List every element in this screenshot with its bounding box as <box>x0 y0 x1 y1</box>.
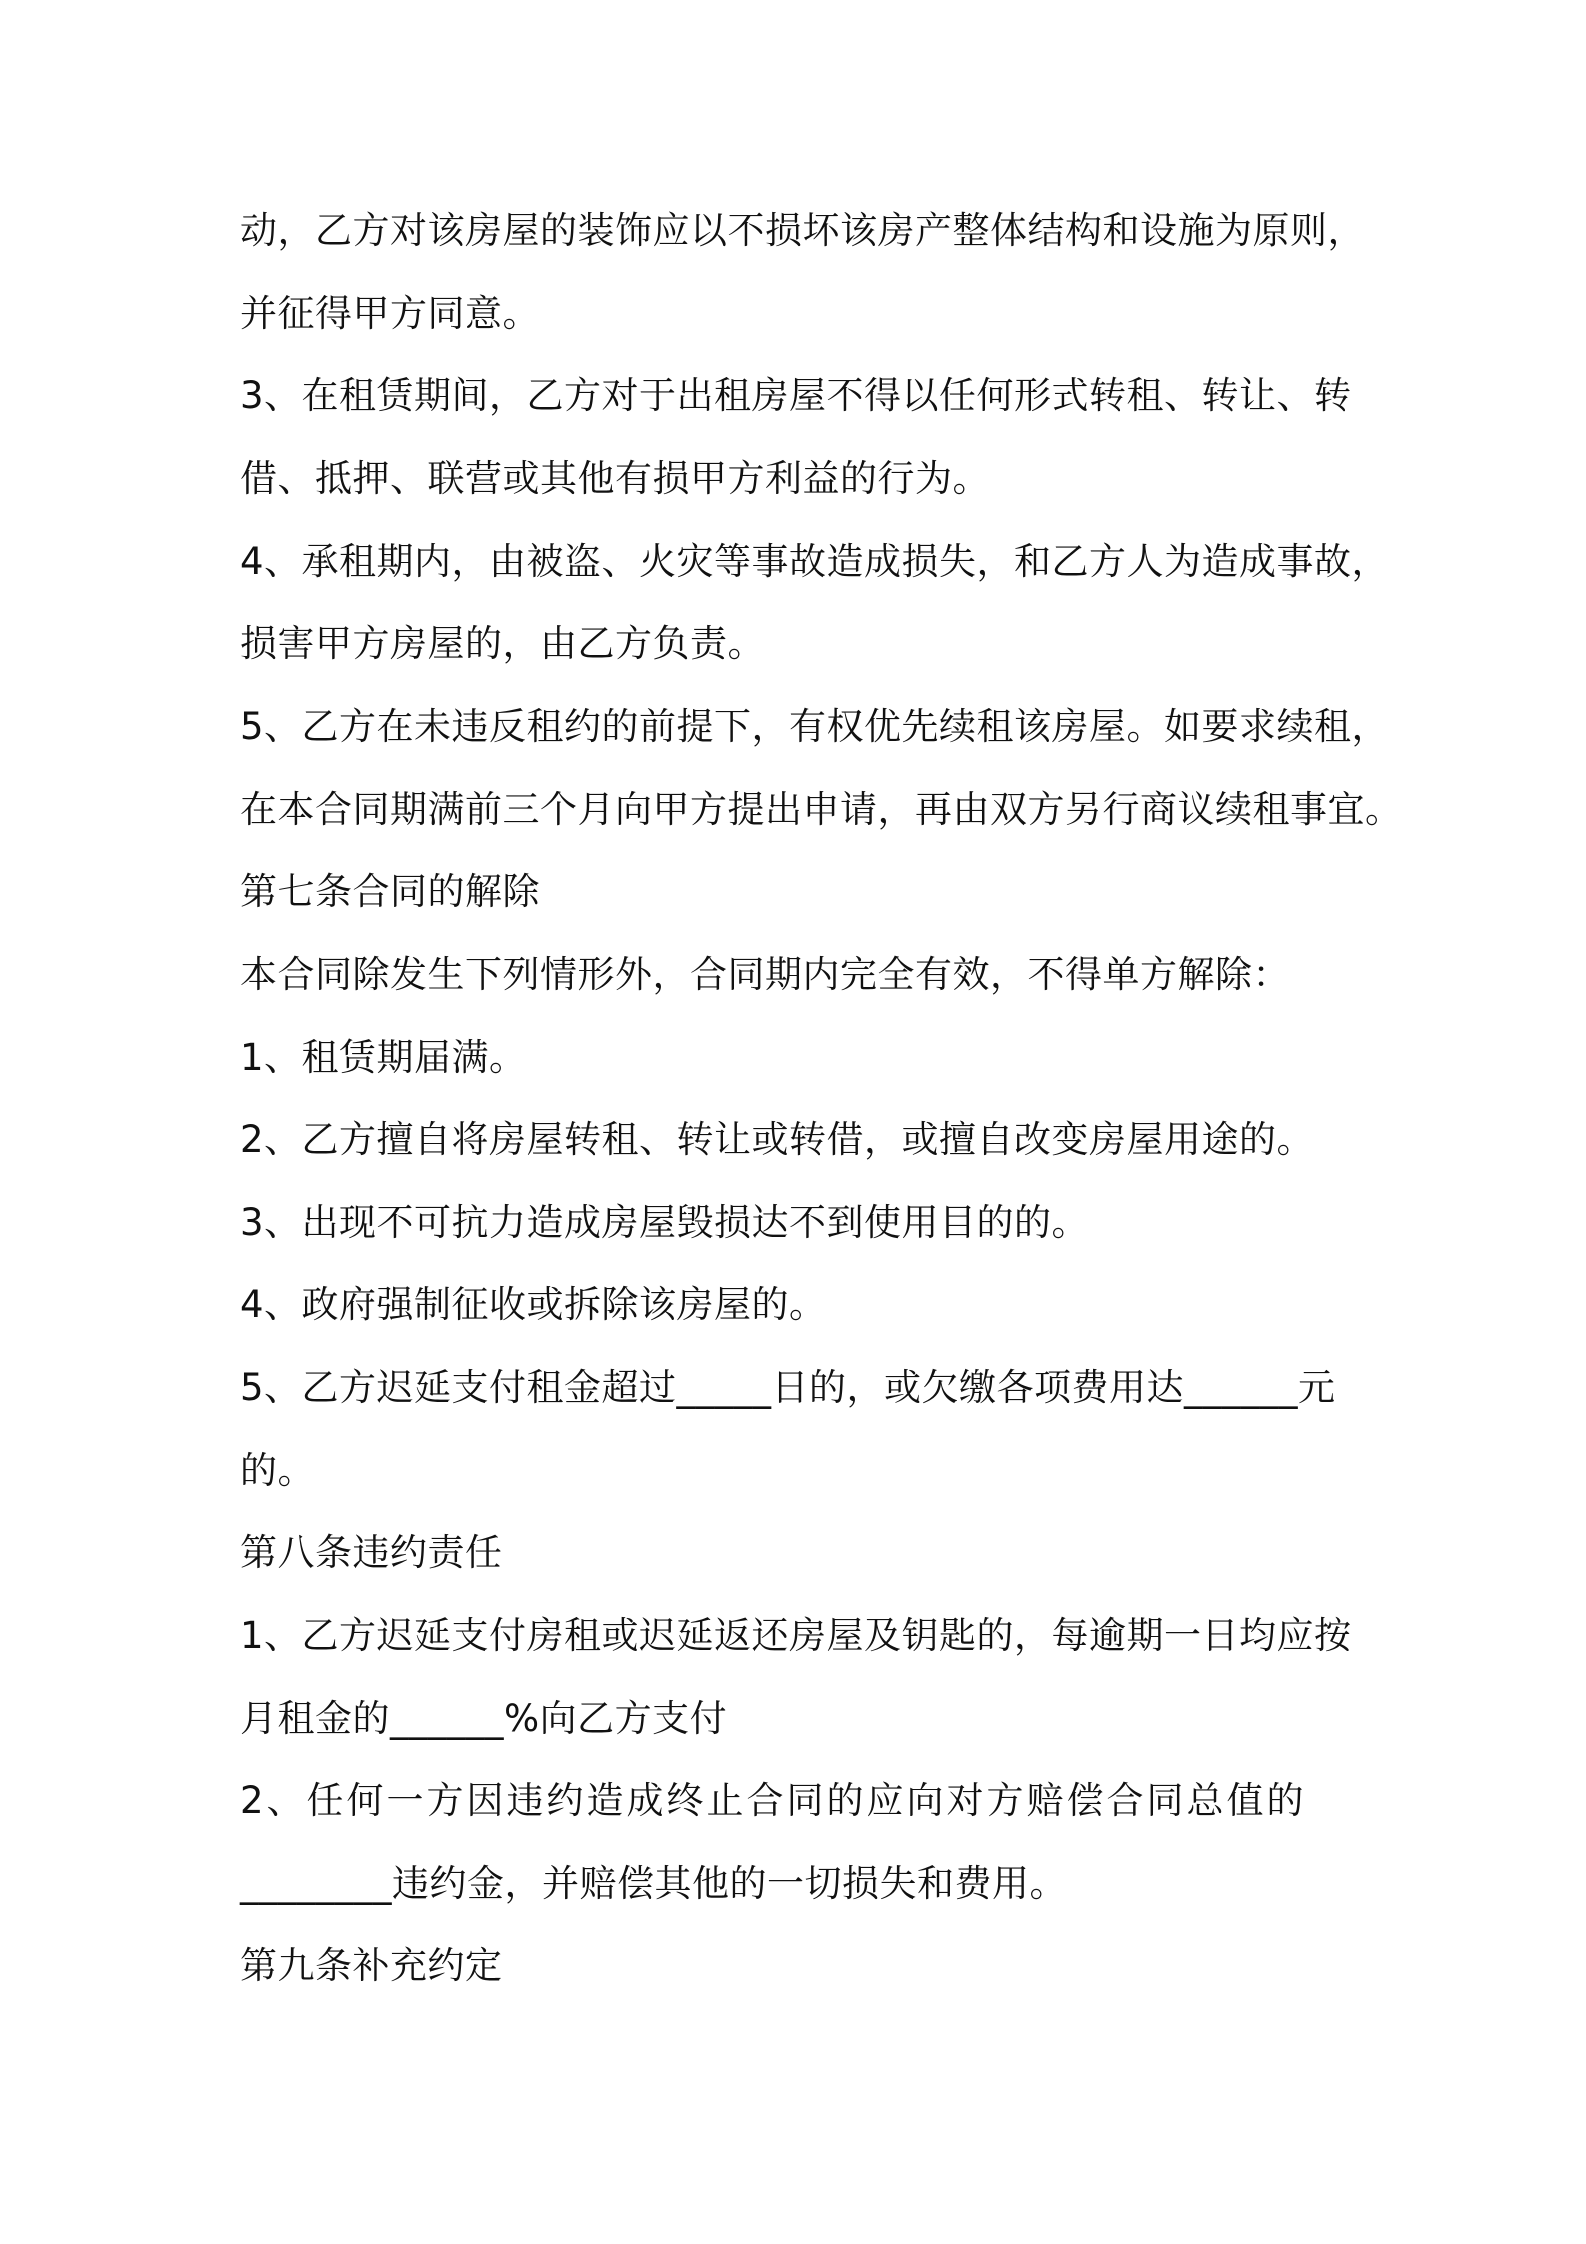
section-heading: 第九条补充约定 <box>240 1944 503 1987</box>
text-line: 3、在租赁期间，乙方对于出租房屋不得以任何形式转租、转让、转 <box>240 374 1352 417</box>
list-item: 2、任何一方因违约造成终止合同的应向对方赔偿合同总值的 <box>240 1779 1307 1822</box>
text-line: 4、承租期内，由被盗、火灾等事故造成损失，和乙方人为造成事故， <box>240 540 1390 583</box>
list-item: 5、乙方迟延支付租金超过_____日的，或欠缴各项费用达______元 <box>240 1366 1336 1409</box>
list-item: 3、出现不可抗力造成房屋毁损达不到使用目的的。 <box>240 1201 1090 1244</box>
list-item: 1、租赁期届满。 <box>240 1036 527 1079</box>
list-item: 2、乙方擅自将房屋转租、转让或转借，或擅自改变房屋用途的。 <box>240 1118 1315 1161</box>
list-item: 4、政府强制征收或拆除该房屋的。 <box>240 1283 827 1326</box>
text-line: 月租金的______%向乙方支付 <box>240 1697 728 1740</box>
text-line: ________违约金，并赔偿其他的一切损失和费用。 <box>240 1862 1067 1905</box>
section-heading: 第八条违约责任 <box>240 1531 503 1574</box>
text-line: 并征得甲方同意。 <box>240 292 540 335</box>
text-line: 损害甲方房屋的，由乙方负责。 <box>240 622 765 665</box>
text-line: 的。 <box>240 1449 315 1492</box>
text-line: 动，乙方对该房屋的装饰应以不损坏该房产整体结构和设施为原则， <box>240 209 1365 252</box>
list-item: 1、乙方迟延支付房租或迟延返还房屋及钥匙的，每逾期一日均应按 <box>240 1614 1352 1657</box>
text-line: 本合同除发生下列情形外，合同期内完全有效，不得单方解除： <box>240 953 1290 996</box>
text-line: 5、乙方在未违反租约的前提下，有权优先续租该房屋。如要求续租， <box>240 705 1390 748</box>
text-line: 借、抵押、联营或其他有损甲方利益的行为。 <box>240 457 990 500</box>
section-heading: 第七条合同的解除 <box>240 870 540 913</box>
text-line: 在本合同期满前三个月向甲方提出申请，再由双方另行商议续租事宜。 <box>240 788 1403 831</box>
